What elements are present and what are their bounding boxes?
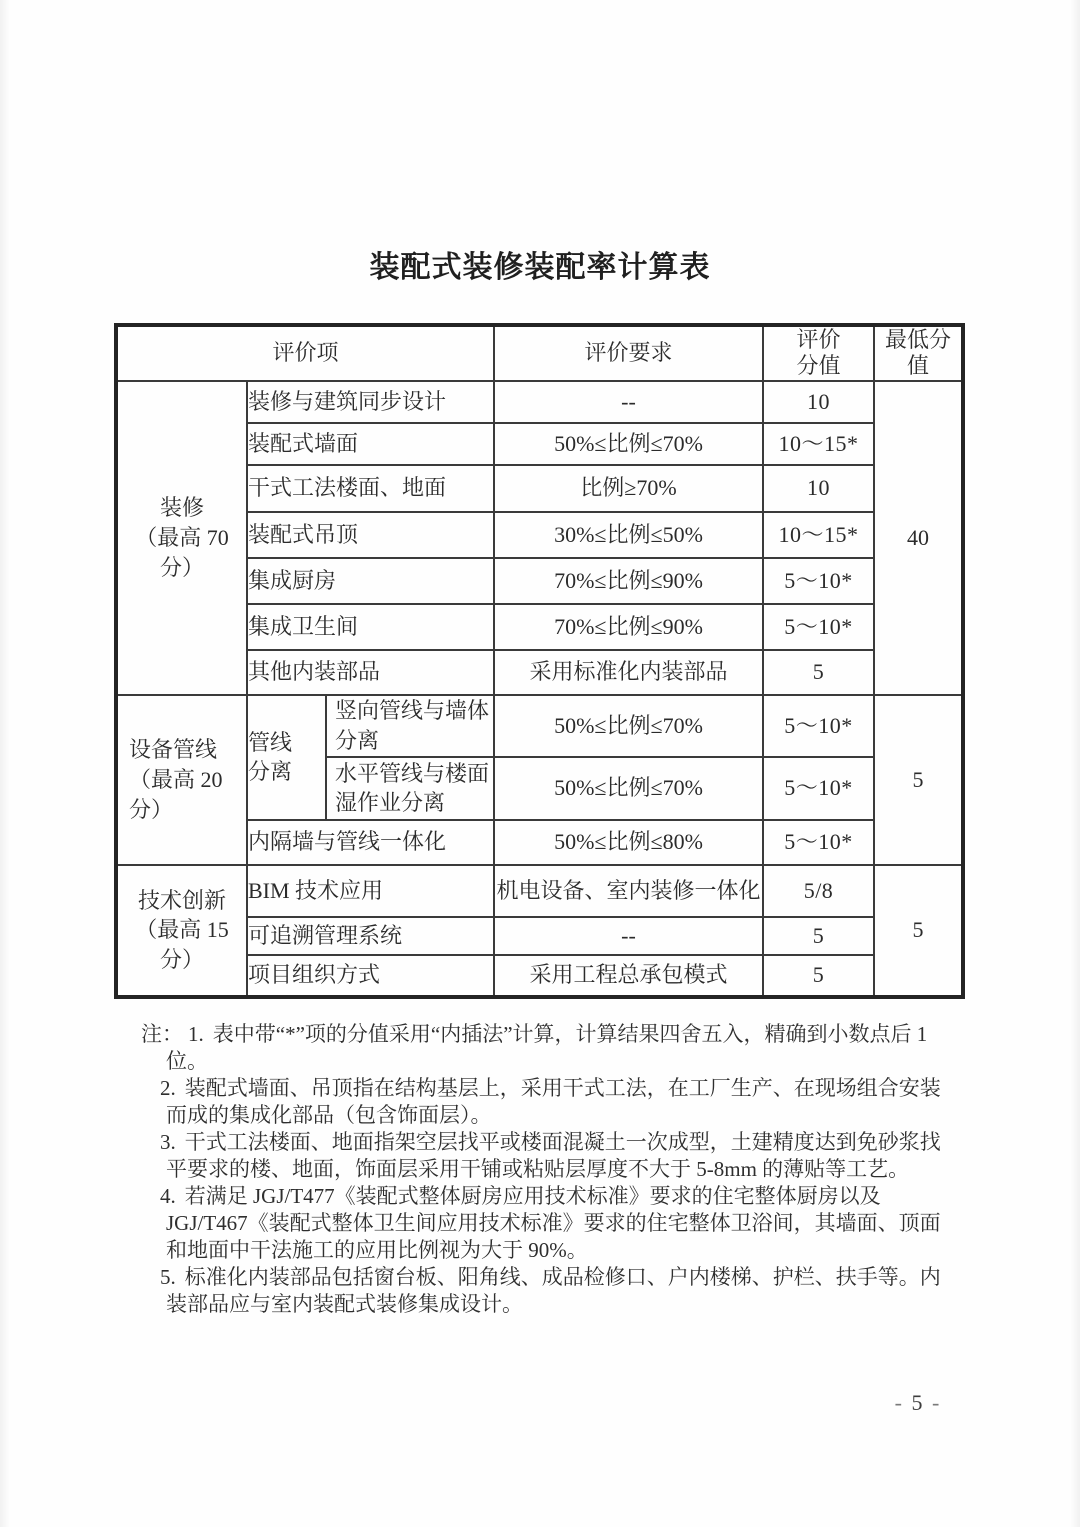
note-number: 1.	[188, 1022, 204, 1046]
header-min-line1: 最低分	[884, 327, 951, 352]
group-cell-decoration	[116, 381, 247, 695]
requirement-cell: 50%≤比例≤70%	[494, 757, 763, 820]
header-min-line2: 值	[906, 353, 929, 379]
header-requirement: 评价要求	[494, 325, 763, 381]
item-cell: 其他内装部品	[247, 650, 494, 695]
score-cell: 5～10*	[763, 757, 874, 820]
min-score-cell: 5	[874, 695, 963, 865]
note-number: 4.	[160, 1184, 176, 1208]
group-line: 设备管线	[129, 737, 218, 763]
score-cell: 5	[763, 917, 874, 955]
score-cell: 5～10*	[763, 820, 874, 865]
item-cell: 水平管线与楼面湿作业分离	[326, 757, 494, 820]
item-cell: 装配式墙面	[247, 423, 494, 465]
notes-block	[0, 1021, 1080, 1318]
requirement-cell: 30%≤比例≤50%	[494, 512, 763, 558]
requirement-cell: 采用标准化内装部品	[494, 650, 763, 695]
group-line: 分）	[159, 947, 204, 973]
requirement-cell: 50%≤比例≤80%	[494, 820, 763, 865]
group-line: （最高 20	[129, 766, 223, 792]
score-cell: 10～15*	[763, 423, 874, 465]
page-number	[858, 1390, 978, 1416]
min-score-cell: 5	[874, 865, 963, 997]
note-item	[158, 1129, 958, 1183]
requirement-cell: --	[494, 381, 763, 423]
table-header-row	[116, 325, 963, 381]
item-cell: 内隔墙与管线一体化	[247, 820, 494, 865]
note-text: 干式工法楼面、地面指架空层找平或楼面混凝土一次成型，土建精度达到免砂浆找平要求的楼、地面，饰面层采用干铺或粘贴层厚度不大于 5-8mm 的薄贴等工艺。	[166, 1130, 941, 1181]
score-cell: 5	[763, 650, 874, 695]
requirement-cell: --	[494, 917, 763, 955]
subgroup-line: 分离	[248, 759, 293, 785]
group-line: （最高 15	[135, 917, 229, 943]
score-cell: 5～10*	[763, 558, 874, 604]
note-text: 若满足 JGJ/T477《装配式整体厨房应用技术标准》要求的住宅整体厨房以及 JGJ/T467《装配式整体卫生间应用技术标准》要求的住宅整体卫浴间，其墙面、顶面和地面中干法施工的应用比例视为大于 90%。	[166, 1184, 941, 1262]
header-item: 评价项	[116, 325, 494, 381]
header-score-line1: 评价	[796, 327, 841, 352]
table-row	[116, 381, 963, 423]
item-cell: 装修与建筑同步设计	[247, 381, 494, 423]
item-cell: 项目组织方式	[247, 955, 494, 997]
requirement-cell: 机电设备、室内装修一体化	[494, 865, 763, 917]
table-row	[116, 695, 963, 757]
item-cell: BIM 技术应用	[247, 865, 494, 917]
page-title: 装配式装修装配率计算表	[369, 251, 711, 284]
group-line: 装修	[159, 495, 204, 521]
header-score-line2: 分值	[796, 353, 841, 379]
note-item	[158, 1183, 958, 1264]
group-line: （最高 70	[135, 524, 229, 550]
group-cell-pipelines	[116, 695, 247, 865]
note-number: 5.	[160, 1265, 176, 1289]
score-cell: 10	[763, 465, 874, 512]
item-cell: 集成卫生间	[247, 604, 494, 650]
note-text: 装配式墙面、吊顶指在结构基层上，采用干式工法，在工厂生产、在现场组合安装而成的集成化部品（包含饰面层）。	[166, 1076, 941, 1127]
item-cell: 干式工法楼面、地面	[247, 465, 494, 512]
note-number: 3.	[160, 1130, 176, 1154]
requirement-cell: 70%≤比例≤90%	[494, 558, 763, 604]
group-line: 分）	[129, 796, 174, 822]
item-cell: 集成厨房	[247, 558, 494, 604]
score-cell: 10～15*	[763, 512, 874, 558]
note-item	[158, 1075, 958, 1129]
note-text: 表中带“*”项的分值采用“内插法”计算，计算结果四舍五入，精确到小数点后 1 位。	[166, 1022, 928, 1073]
subgroup-cell-pipeline-separation	[247, 695, 326, 820]
requirement-cell: 50%≤比例≤70%	[494, 423, 763, 465]
group-cell-innovation	[116, 865, 247, 997]
page-number-dash-left: -	[894, 1390, 904, 1415]
item-cell: 装配式吊顶	[247, 512, 494, 558]
score-cell: 5～10*	[763, 604, 874, 650]
header-score	[763, 325, 874, 381]
note-text: 标准化内装部品包括窗台板、阳角线、成品检修口、户内楼梯、护栏、扶手等。内装部品应与室内装配式装修集成设计。	[166, 1265, 941, 1316]
score-cell: 5	[763, 955, 874, 997]
requirement-cell: 比例≥70%	[494, 465, 763, 512]
score-cell: 5～10*	[763, 695, 874, 757]
item-cell: 竖向管线与墙体分离	[326, 695, 494, 757]
note-number: 2.	[160, 1076, 176, 1100]
note-item	[158, 1264, 958, 1318]
score-cell: 10	[763, 381, 874, 423]
requirement-cell: 70%≤比例≤90%	[494, 604, 763, 650]
note-item	[141, 1021, 958, 1075]
min-score-cell: 40	[874, 381, 963, 695]
page-number-dash-right: -	[932, 1390, 942, 1415]
requirement-cell: 50%≤比例≤70%	[494, 695, 763, 757]
group-line: 技术创新	[137, 887, 226, 913]
score-cell: 5/8	[763, 865, 874, 917]
page-number-value: 5	[911, 1390, 925, 1415]
assembly-rate-table	[114, 323, 965, 999]
item-cell: 可追溯管理系统	[247, 917, 494, 955]
group-line: 分）	[159, 554, 204, 580]
notes-label: 注：	[141, 1022, 183, 1046]
header-min-score	[874, 325, 963, 381]
requirement-cell: 采用工程总承包模式	[494, 955, 763, 997]
table-row	[116, 865, 963, 917]
note-list	[141, 1021, 958, 1318]
subgroup-line: 管线	[248, 729, 293, 755]
